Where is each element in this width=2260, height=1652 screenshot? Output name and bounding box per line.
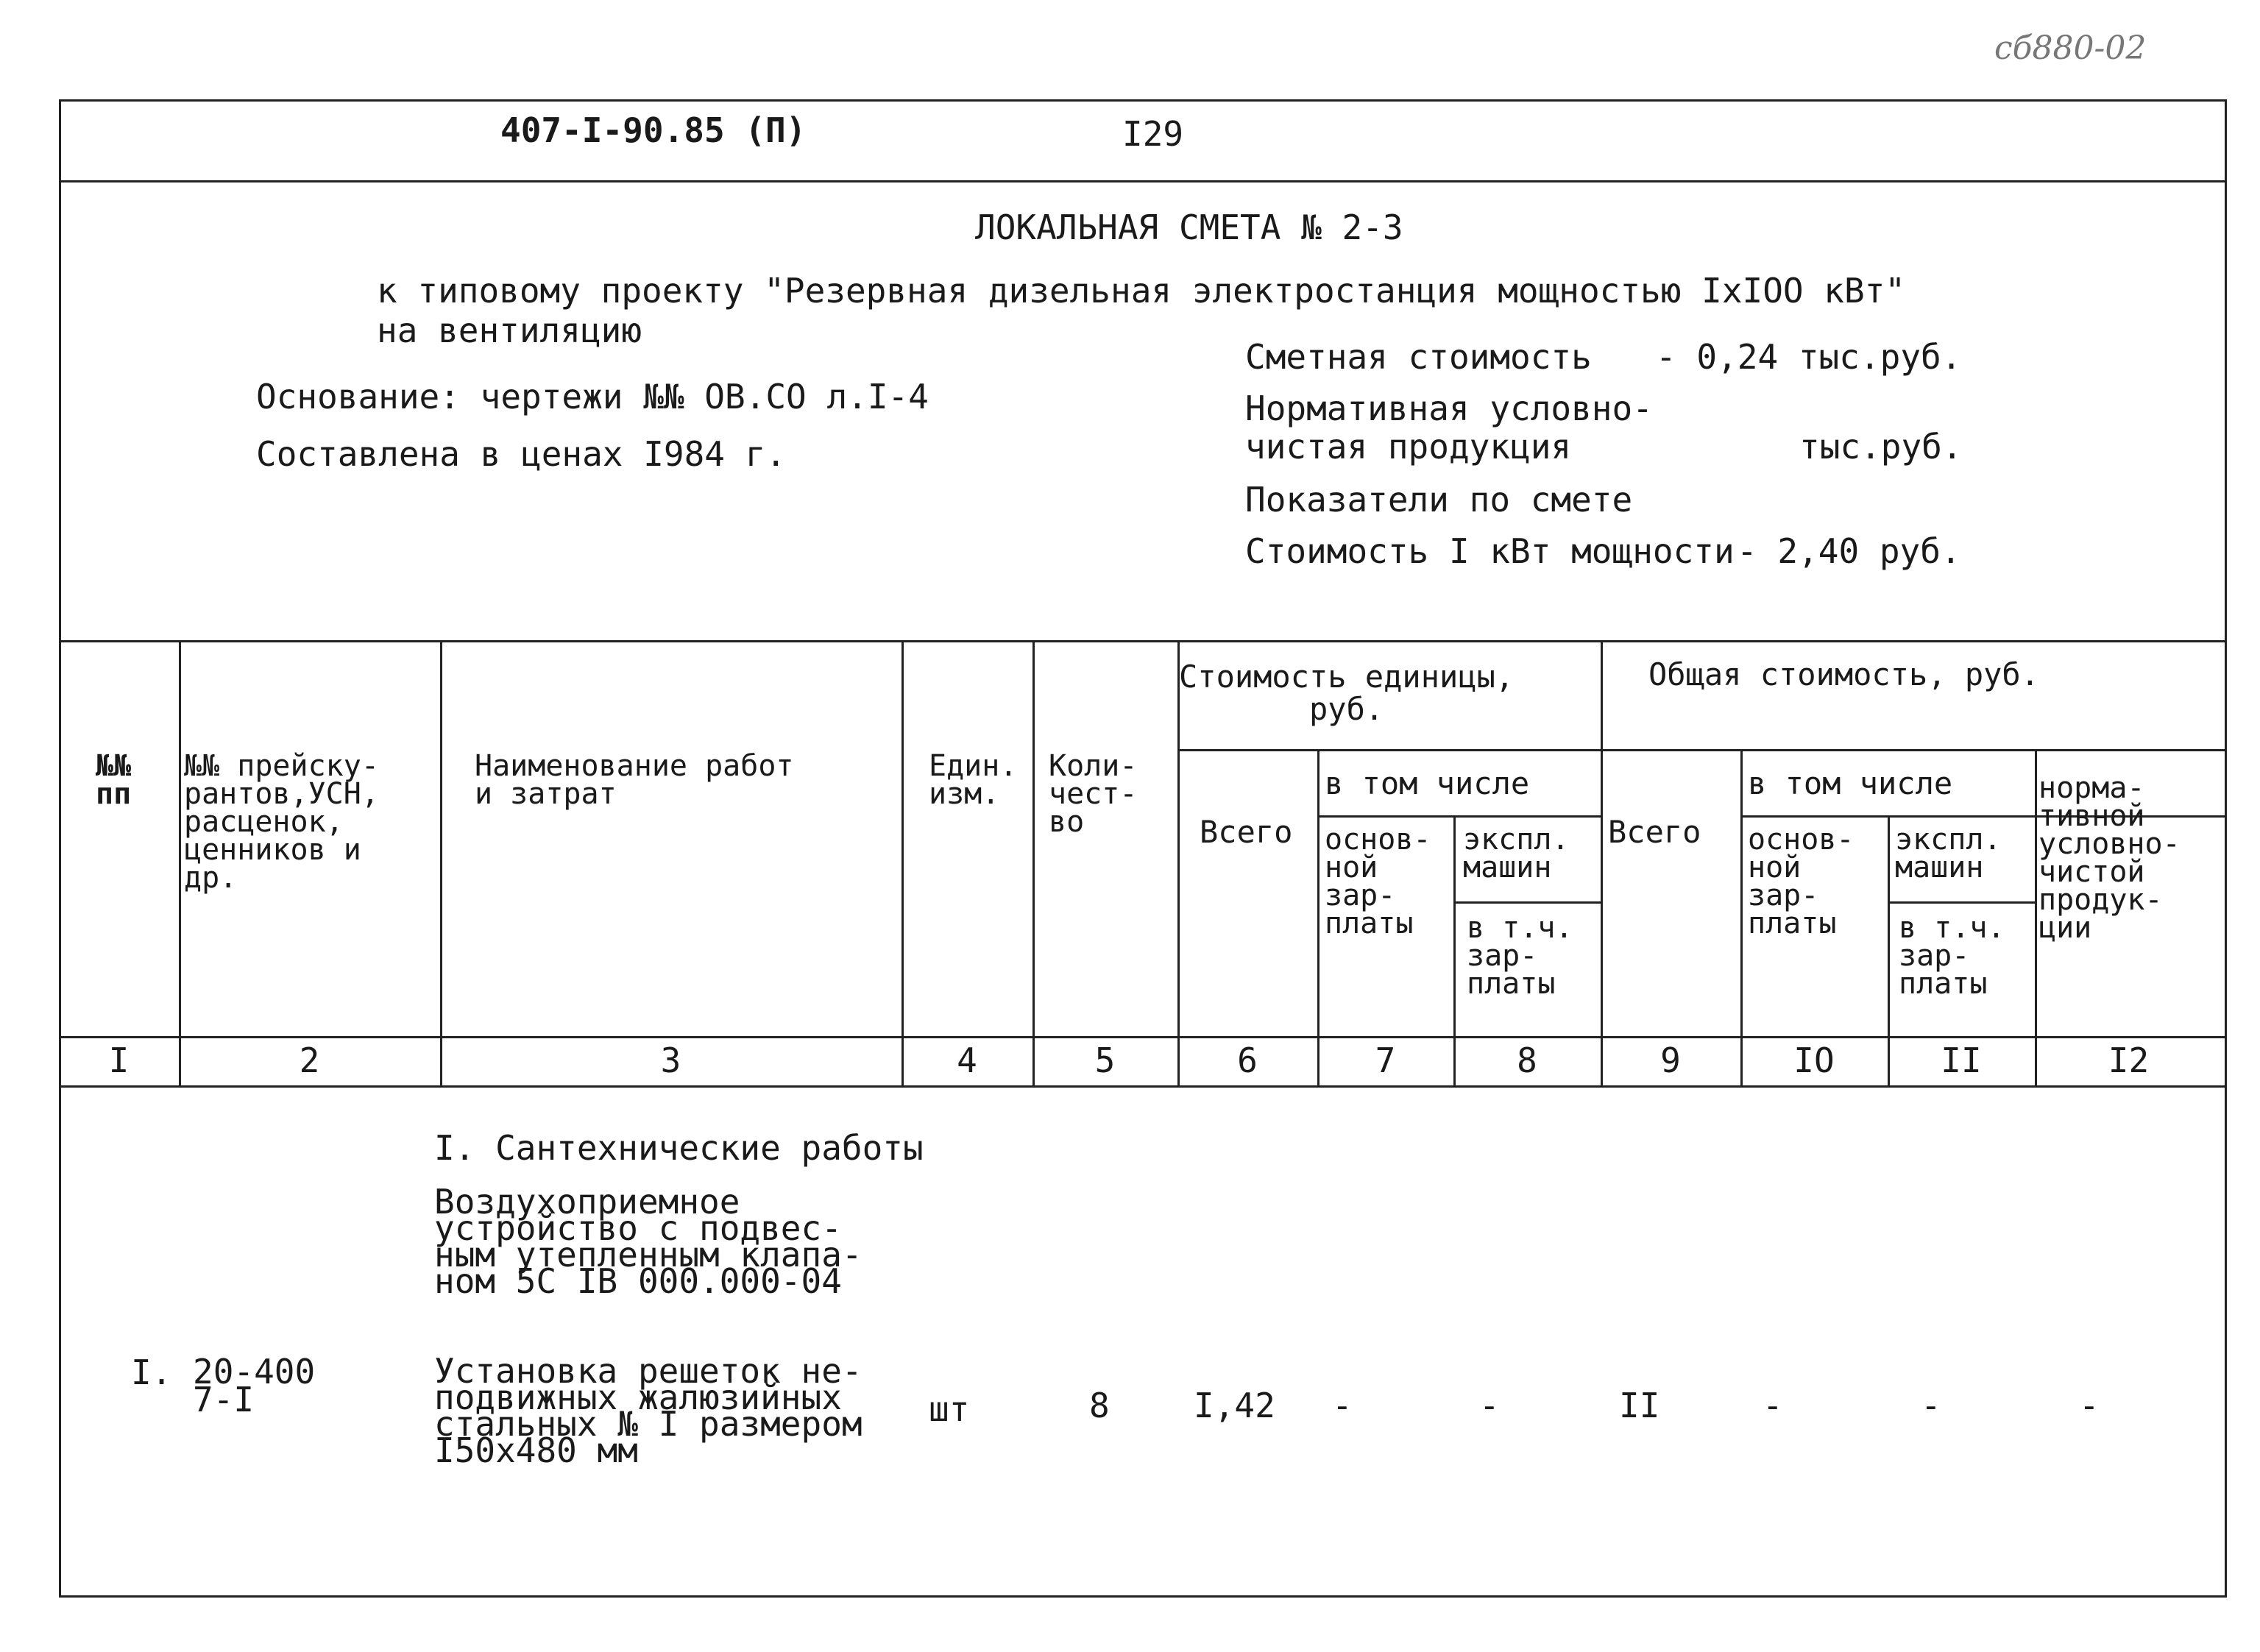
row-quantity: 8	[1089, 1386, 1110, 1425]
row-unit-machines: -	[1479, 1386, 1500, 1425]
header-total: Всего	[1608, 814, 1701, 850]
column-number: II	[1941, 1041, 1982, 1080]
normative-label-2: чистая продукция	[1245, 427, 1572, 467]
total-ekspl-line	[1888, 901, 2035, 904]
header-quantity: Коли- чест- во	[1049, 749, 1138, 839]
col-divider-1	[179, 640, 181, 1085]
estimated-cost-label: Сметная стоимость	[1245, 337, 1592, 377]
section-title: I. Сантехнические работы	[434, 1128, 924, 1168]
header-divider	[59, 180, 2225, 182]
header-unit-machines: экспл. машин	[1463, 823, 1570, 885]
col-divider-3	[901, 640, 904, 1085]
indicators-label: Показатели по смете	[1245, 480, 1633, 520]
column-number: IO	[1793, 1041, 1835, 1080]
project-subtitle-line1: к типовому проекту "Резервная дизельная электростанция мощностью IxIOO кВт"	[377, 271, 1906, 311]
column-number: 5	[1094, 1041, 1116, 1080]
header-total-cost-group: Общая стоимость, руб.	[1648, 656, 2040, 692]
corner-stamp: сб880-02	[1994, 29, 2147, 67]
row-total: II	[1619, 1386, 1660, 1425]
column-numbers-top	[59, 1036, 2225, 1038]
project-subtitle-line2: на вентиляцию	[377, 311, 642, 350]
row-number: I.	[131, 1353, 172, 1392]
page-number: I29	[1122, 114, 1184, 154]
basis-text: Основание: чертежи №№ ОВ.СО л.I-4	[256, 377, 929, 416]
column-number: 2	[299, 1041, 320, 1080]
header-total-basic-wages: основ- ной зар- платы	[1748, 823, 1855, 940]
row-price-code: 20-400 7-I	[193, 1352, 316, 1419]
row-total-machines: -	[1921, 1386, 1941, 1425]
group-title: Воздухоприемное устройство с подвес- ным утепленным клапа- ном 5С IВ 000.000-04	[434, 1182, 862, 1301]
cost-per-kw-label: Стоимость I кВт мощности	[1245, 531, 1735, 571]
header-total-v-tom-chisle: в том числе	[1748, 765, 1953, 801]
document-code: 407-I-90.85 (П)	[500, 110, 807, 150]
row-unit: шт	[929, 1389, 970, 1429]
column-number: I	[108, 1041, 130, 1080]
col-divider-2	[440, 640, 442, 1085]
unit-ekspl-line	[1453, 901, 1601, 904]
header-total-machine-wages: в т.ч. зар- платы	[1899, 911, 2005, 1001]
column-number: 9	[1660, 1041, 1681, 1080]
header-subgroup-line	[1177, 749, 2225, 751]
header-unit: Един. изм.	[929, 749, 1018, 811]
column-number: I2	[2108, 1041, 2150, 1080]
row-work-name: Установка решеток не- подвижных жалюзийных стальных № I размером I50x480 мм	[434, 1351, 862, 1470]
header-work-name: Наименование работ и затрат	[475, 749, 794, 811]
header-price-list-ref: №№ прейску- рантов,УСН, расценок, ценников и др.	[184, 749, 379, 895]
table-top-border	[59, 640, 2225, 642]
row-unit-total: I,42	[1194, 1386, 1275, 1425]
column-number: 3	[660, 1041, 681, 1080]
estimate-title: ЛОКАЛЬНАЯ СМЕТА № 2-3	[975, 208, 1403, 247]
row-total-wages: -	[1763, 1386, 1783, 1425]
normative-unit: тыс.руб.	[1799, 427, 1963, 467]
header-row-number: №№ пп	[96, 749, 132, 811]
header-unit-total: Всего	[1200, 814, 1293, 850]
col-divider-9	[1740, 749, 1743, 1085]
header-normative-product: норма- тивной условно- чистой продук- ции	[2038, 771, 2181, 945]
col-divider-4	[1032, 640, 1035, 1085]
header-unit-machine-wages: в т.ч. зар- платы	[1467, 911, 1573, 1001]
header-total-machines: экспл. машин	[1895, 823, 2002, 885]
col-divider-8	[1601, 640, 1603, 1085]
row-unit-wages: -	[1332, 1386, 1353, 1425]
column-numbers-bottom	[59, 1085, 2225, 1088]
unit-v-tom-chisle-line	[1317, 815, 1601, 818]
column-number: 7	[1375, 1041, 1396, 1080]
header-unit-cost-group: Стоимость единицы, руб.	[1179, 659, 1515, 727]
row-normative: -	[2079, 1386, 2100, 1425]
col-divider-6	[1317, 749, 1319, 1085]
column-number: 4	[957, 1041, 977, 1080]
col-divider-11	[2035, 749, 2037, 1085]
estimated-cost-value: - 0,24 тыс.руб.	[1656, 337, 1962, 377]
cost-per-kw-value: - 2,40 руб.	[1737, 531, 1961, 571]
column-number: 8	[1517, 1041, 1537, 1080]
header-unit-v-tom-chisle: в том числе	[1325, 765, 1530, 801]
prices-year-text: Составлена в ценах I984 г.	[256, 434, 787, 474]
header-unit-basic-wages: основ- ной зар- платы	[1325, 823, 1431, 940]
column-number: 6	[1237, 1041, 1258, 1080]
normative-label-1: Нормативная условно-	[1245, 389, 1653, 428]
